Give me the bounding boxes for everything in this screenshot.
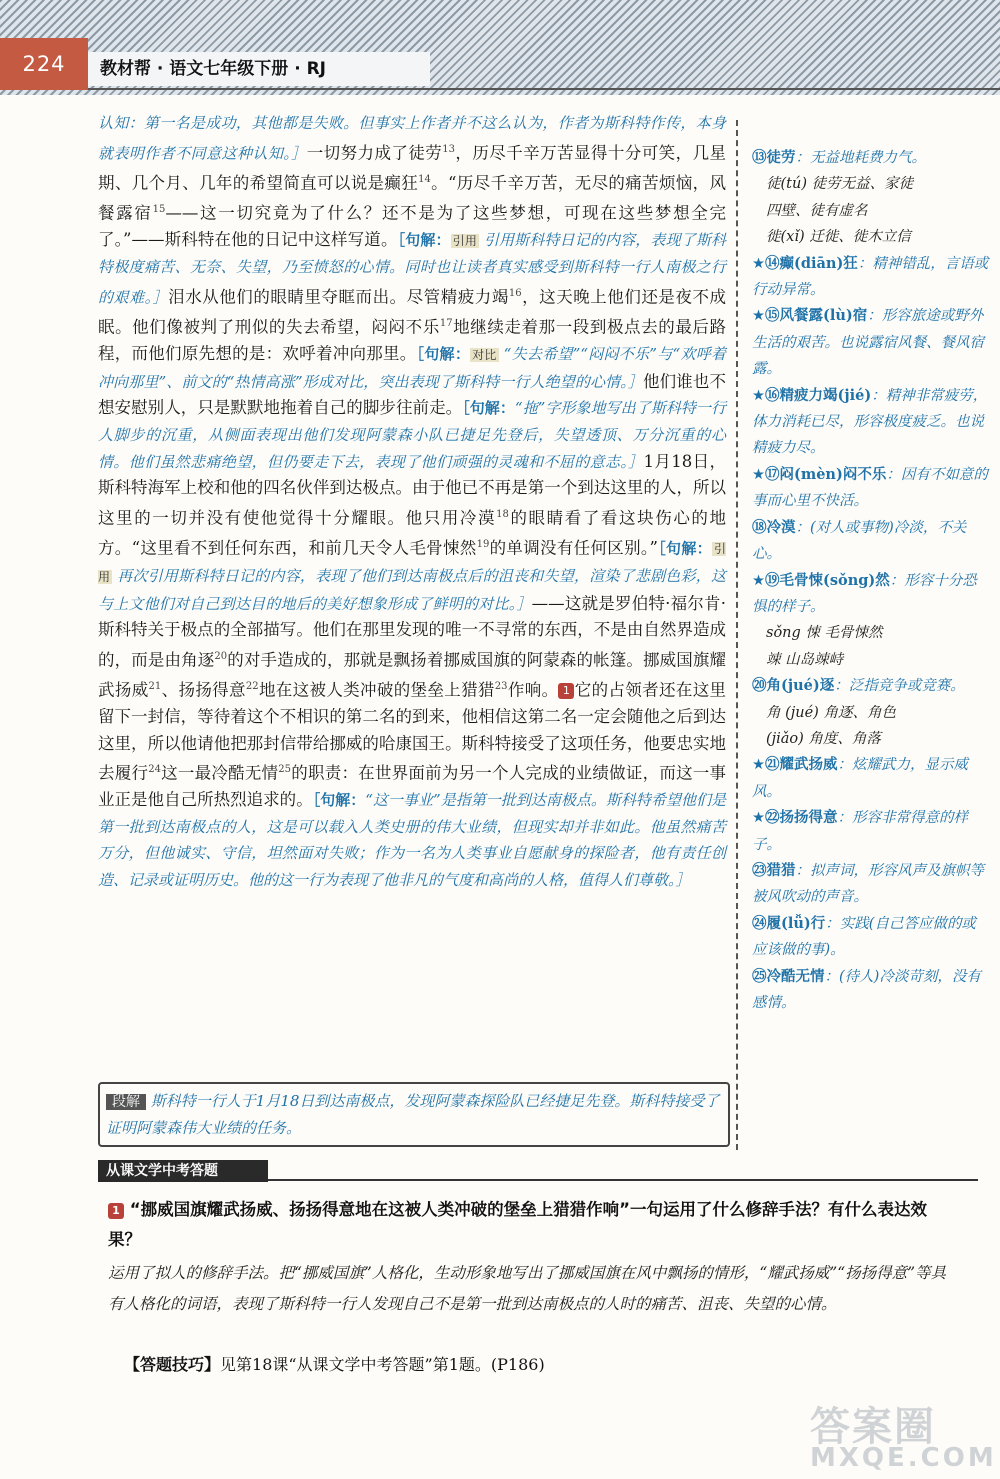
- segment-summary-label: 段解: [106, 1094, 146, 1110]
- question-number-badge: 1: [108, 1203, 124, 1219]
- body-text: ，这天晚上他们还是夜不成眠。他们像被判了刑似的失去希望，闷闷不乐: [98, 287, 726, 337]
- glossary-definition: ：精神非常疲劳，体力消耗已尽，形容极度疲乏。也说精疲力尽。: [752, 387, 988, 457]
- star-icon: ★: [752, 387, 765, 404]
- glossary-entry: [752, 568, 990, 621]
- glossary-number: ⑭: [765, 254, 780, 272]
- glossary-number: ㉑: [765, 756, 780, 774]
- glossary-entry: [752, 251, 990, 304]
- footnote-marker: 22: [245, 680, 259, 692]
- comparison-line: 徒(tú) 徒劳无益、家徒: [766, 176, 914, 193]
- footnote-marker: 14: [418, 173, 431, 185]
- star-icon: ★: [752, 308, 765, 325]
- glossary-number: ㉕: [752, 967, 767, 985]
- book-title: 教材帮 · 语文七年级下册 · RJ: [88, 52, 430, 86]
- glossary-entry: [752, 858, 990, 911]
- annotation-text: “拖”字形象地写出了斯科特一行人脚步的沉重，从侧面表现出他们发现阿蒙森小队已捷足先登后，失望透顶、万分沉重的心情。他们虽然悲痛绝望，但仍要走下去，表现了他们顽强的灵魂和不屈的意志。］: [98, 399, 726, 471]
- exam-section-rule: [268, 1179, 978, 1181]
- glossary-term: 癫(diān)狂: [779, 254, 858, 272]
- glossary-entry: [752, 303, 990, 382]
- glossary-term: 冷酷无情: [766, 967, 825, 985]
- footnote-marker: 15: [152, 203, 166, 215]
- glossary-definition: ：(待人)冷淡苛刻，没有感情。: [752, 968, 981, 1011]
- exam-section-title: 从课文学中考答题: [98, 1160, 268, 1182]
- glossary-number: ⑬: [752, 149, 767, 166]
- exam-question: [108, 1195, 950, 1255]
- comparison-line: 角 (jué) 角逐、角色: [766, 704, 896, 721]
- main-text: [98, 110, 726, 894]
- comparison-line: 四壁、徒有虚名: [766, 202, 868, 219]
- glossary-definition: ：炫耀武力，显示威风。: [752, 757, 968, 800]
- glossary-definition: ：形容非常得意的样子。: [752, 810, 968, 853]
- glossary-term: 徒劳: [766, 149, 796, 166]
- glossary-entry: [752, 911, 990, 964]
- glossary-term: 风餐露(lù)宿: [779, 307, 868, 325]
- body-text: 一切努力成了徒劳: [306, 143, 443, 163]
- glossary-definition: ：形容十分恐惧的样子。: [752, 572, 977, 615]
- glossary-column: [752, 145, 990, 1016]
- sentence-analysis-tag: ［句解：: [462, 399, 515, 418]
- body-text: 他们谁也不想安慰别人，只是默默地拖着自己的脚步往前走。: [98, 371, 727, 418]
- annotation-text: 再次引用斯科特日记的内容，表现了他们到达南极点后的沮丧和失望，渲染了悲剧色彩，这与上文他们对自己到达目的地后的美好想象形成了鲜明的对比。］: [98, 567, 726, 613]
- annotation-text: 引用斯科特日记的内容，表现了斯科特极度痛苦、无奈、失望，乃至愤怒的心情。同时也让读者真实感受到斯科特一行人南极之行的艰难。］: [98, 230, 726, 307]
- exam-answer: 运用了拟人的修辞手法。把“挪威国旗”人格化，生动形象地写出了挪威国旗在风中飘扬的情形，“耀武扬威”“扬扬得意”等具有人格化的词语，表现了斯科特一行人发现自己不是第一批到达南极点的人时的痛苦、沮丧、失望的心情。: [108, 1264, 947, 1313]
- glossary-number: ⑲: [765, 571, 780, 589]
- glossary-entry: [752, 752, 990, 805]
- glossary-number: ⑳: [752, 677, 767, 695]
- glossary-entry: [752, 383, 990, 462]
- segment-summary-box: [98, 1082, 730, 1147]
- glossary-number: ⑯: [765, 386, 780, 404]
- star-icon: ★: [752, 757, 765, 774]
- body-text: 它的占领者还在这里留下一封信，等待着这个不相识的第二名的到来，他相信这第二名一定会随他之后到达这里，所以他请他把那封信带给挪威的哈康国王。斯科特接受了这项任务，他要忠实地去履行: [98, 680, 727, 783]
- question-marker: 1: [558, 683, 574, 699]
- glossary-entry: [752, 805, 990, 858]
- segment-summary-text: 斯科特一行人于1月18日到达南极点，发现阿蒙森探险队已经捷足先登。斯科特接受了证明阿蒙森伟大业绩的任务。: [106, 1092, 720, 1137]
- body-text: 这一最冷酷无情: [160, 763, 279, 783]
- body-text: 、扬扬得意: [161, 680, 246, 700]
- body-text: 。“历尽千辛万苦，无尽的痛苦烦恼，风餐露宿: [98, 173, 727, 223]
- glossary-term: 猎猎: [766, 861, 796, 879]
- glossary-char-comparison: [752, 700, 990, 753]
- exam-section-bar: [98, 1160, 978, 1182]
- glossary-definition: ：实践(自己答应做的或应该做的事)。: [752, 915, 976, 959]
- glossary-definition: ：拟声词，形容风声及旗帜等被风吹动的声音。: [752, 862, 984, 906]
- glossary-number: ㉓: [752, 861, 767, 879]
- body-text: 1月18日，斯科特海军上校和他的四名伙伴到达极点。由于他已不再是第一个到达这里的人，所以这里的一切并没有使他觉得十分耀眼。他只用冷漠: [98, 451, 726, 528]
- glossary-entry: [752, 673, 990, 699]
- body-text: 地继续走着那一段到极点去的最后路程，而他们原先想的是：欢呼着冲向那里。: [98, 317, 727, 364]
- footnote-marker: 23: [494, 680, 508, 692]
- footnote-marker: 16: [508, 288, 522, 300]
- footnote-marker: 19: [476, 538, 490, 550]
- glossary-number: ⑮: [765, 307, 780, 325]
- glossary-definition: ：因有不如意的事而心里不快活。: [752, 466, 988, 510]
- glossary-char-comparison: [752, 171, 990, 250]
- body-text: 的眼睛看了看这块伤心的地方。“这里看不到任何东西，和前几天令人毛骨悚然: [98, 508, 727, 558]
- watermark: [810, 1395, 997, 1475]
- footnote-marker: 21: [148, 680, 162, 692]
- comparison-line: sǒng 悚 毛骨悚然: [766, 625, 883, 642]
- glossary-entry: [752, 462, 990, 515]
- tip-text: 见第18课“从课文学中考答题”第1题。(P186): [220, 1355, 545, 1374]
- sentence-analysis-tag: ［句解：: [312, 791, 366, 810]
- sentence-analysis-tag: ［句解：: [657, 539, 712, 558]
- footnote-marker: 24: [148, 764, 161, 776]
- annotation-text: “失去希望”“闷闷不乐”与“欢呼着冲向那里”、前文的“热情高涨”形成对比，突出表现了斯科特一行人绝望的心情。］: [98, 345, 726, 391]
- glossary-term: 耀武扬威: [779, 756, 838, 774]
- body-text: 地在这被人类冲破的堡垒上猎猎: [258, 680, 495, 700]
- footnote-marker: 20: [214, 650, 228, 662]
- star-icon: ★: [752, 255, 765, 272]
- glossary-number: ⑰: [765, 465, 780, 483]
- comparison-line: (jiǎo) 角度、角落: [766, 730, 881, 747]
- glossary-number: ㉔: [752, 914, 767, 932]
- glossary-term: 闷(mèn)闷不乐: [779, 465, 887, 483]
- footnote-marker: 18: [496, 508, 509, 520]
- rhetoric-tag: 引用: [452, 233, 477, 248]
- glossary-definition: ：精神错乱，言语或行动异常。: [752, 255, 989, 299]
- footnote-marker: 13: [442, 143, 455, 155]
- header-rule: [88, 88, 1000, 90]
- body-text: 的单调没有任何区别。”: [489, 538, 658, 558]
- watermark-url: MXQE.COM: [810, 1443, 997, 1473]
- body-text: 泪水从他们的眼睛里夺眶而出。尽管精疲力竭: [168, 287, 509, 307]
- comparison-line: 竦 山岛竦峙: [766, 651, 844, 668]
- body-text: 的对手造成的，那就是飘扬着挪威国旗的阿蒙森的帐篷。挪威国旗耀武扬威: [98, 650, 727, 700]
- glossary-term: 精疲力竭(jié): [779, 386, 872, 404]
- body-text: ——这就是罗伯特·福尔肯·斯科特关于极点的全部描写。他们在那里发现的唯一不寻常的东西，不是由自然界造成的，而是由角逐: [98, 593, 726, 670]
- footnote-marker: 17: [439, 318, 453, 330]
- glossary-definition: ：无益地耗费力气。: [795, 150, 926, 166]
- column-divider: [736, 120, 738, 1150]
- glossary-number: ㉒: [765, 809, 780, 827]
- tip-label: 【答题技巧】: [124, 1355, 221, 1374]
- glossary-entry: [752, 515, 990, 568]
- rhetoric-tag: 引用: [98, 542, 726, 584]
- page-number: 224: [0, 38, 88, 90]
- footnote-marker: 25: [278, 764, 292, 776]
- glossary-term: 扬扬得意: [779, 809, 838, 827]
- comparison-line: 徙(xǐ) 迁徙、徙木立信: [766, 229, 911, 246]
- glossary-definition: ：泛指竞争或竞赛。: [834, 678, 965, 695]
- body-text: 的职责：在世界面前为另一个人完成的业绩做证，而这一事业正是他自己所热烈追求的。: [98, 763, 727, 810]
- rhetoric-tag: 对比: [472, 348, 497, 363]
- sentence-analysis-tag: ［句解：: [397, 230, 451, 249]
- glossary-definition: ：(对人或事物)冷淡，不关心。: [752, 519, 967, 563]
- glossary-entry: [752, 964, 990, 1017]
- watermark-logo-text: 答案圈: [810, 1404, 936, 1450]
- annotation-text: 认知：第一名是成功，其他都是失败。但事实上作者并不这么认为，作者为斯科特作传，本身就表明作者不同意这种认知。］: [98, 114, 726, 163]
- glossary-term: 冷漠: [766, 518, 796, 536]
- annotation-text: “这一事业”是指第一批到达南极点。斯科特希望他们是第一批到达南极点的人，这是可以载入人类史册的伟大业绩，但现实却并非如此。他虽然痛苦万分，但他诚实、守信，坦然面对失败；作为一名为人类事业自愿献身的探险者，他有责任创造、记录或证明历史。他的这一行为表现了他非凡的气度和高尚的人格，值得人们尊敬。］: [98, 791, 726, 890]
- glossary-definition: ：形容旅途或野外生活的艰苦。也说露宿风餐、餐风宿露。: [752, 308, 984, 378]
- star-icon: ★: [752, 810, 765, 827]
- page-header: [0, 0, 1000, 95]
- glossary-term: 履(lǚ)行: [766, 914, 826, 932]
- body-text: 作响。: [507, 680, 559, 700]
- star-icon: ★: [752, 572, 765, 589]
- body-text: ——这一切究竟为了什么？还不是为了这些梦想，可现在这些梦想全完了。”——斯科特在他的日记中这样写道。: [98, 203, 727, 249]
- star-icon: ★: [752, 466, 765, 483]
- glossary-number: ⑱: [752, 518, 767, 536]
- glossary-entry: [752, 145, 990, 171]
- glossary-term: 角(jué)逐: [766, 677, 835, 695]
- sentence-analysis-tag: ［句解：: [416, 345, 471, 364]
- glossary-char-comparison: [752, 620, 990, 673]
- question-text: “挪威国旗耀武扬威、扬扬得意地在这被人类冲破的堡垒上猎猎作响”一句运用了什么修辞手法？有什么表达效果？: [108, 1200, 927, 1249]
- glossary-term: 毛骨悚(sǒng)然: [779, 571, 890, 589]
- answer-tip: [124, 1352, 924, 1378]
- body-text: ，历尽千辛万苦显得十分可笑，几星期、几个月、几年的希望简直可以说是癫狂: [98, 143, 727, 193]
